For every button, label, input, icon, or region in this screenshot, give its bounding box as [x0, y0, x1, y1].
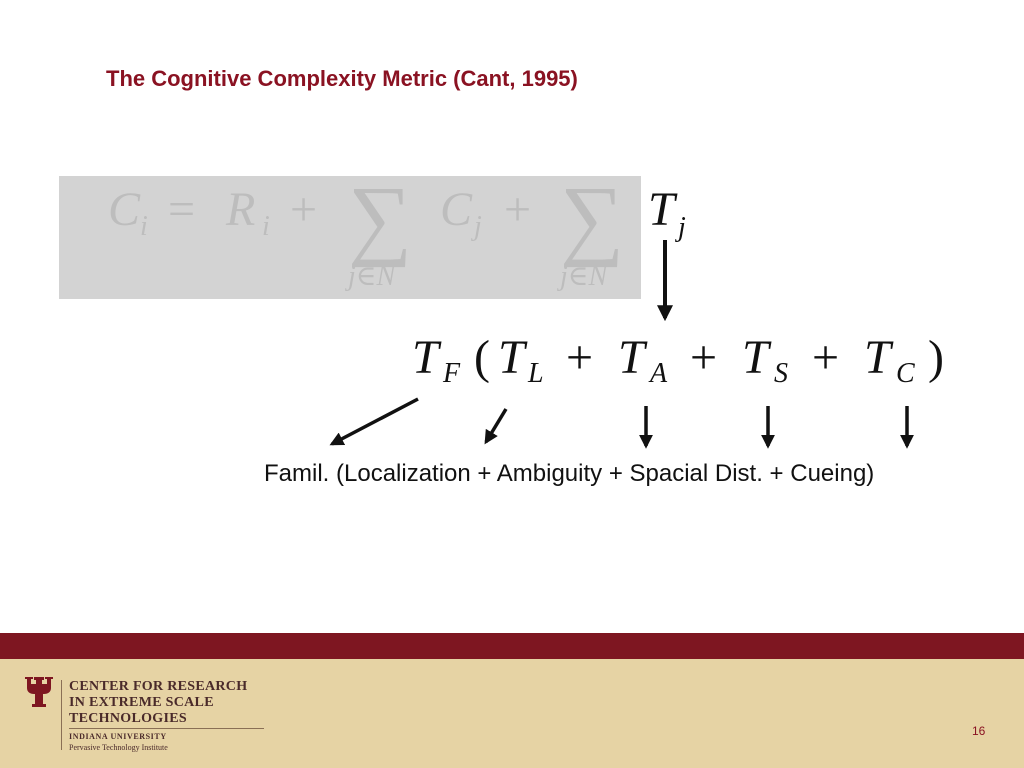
logo-rule [69, 728, 264, 729]
formula-tj [648, 183, 686, 243]
logo-line-3: TECHNOLOGIES [69, 711, 187, 726]
arrow-famil [332, 399, 418, 444]
tj-var: T [648, 183, 675, 236]
tc-sub: C [896, 358, 915, 389]
logo-line-2: IN EXTREME SCALE [69, 695, 214, 710]
plus-2: + [690, 331, 718, 384]
tf-sub: F [443, 358, 461, 389]
logo-divider [61, 680, 62, 750]
tf-var: T [412, 331, 439, 384]
footer-band [0, 633, 1024, 659]
tl-sub: L [528, 358, 544, 389]
formula-r-sub: i [262, 211, 270, 242]
formula-sum-index-1: j∈N [348, 261, 396, 292]
tc-var: T [864, 331, 891, 384]
open-paren: ( [474, 331, 490, 384]
cognitive-complexity-formula [108, 169, 624, 292]
logo-institute: Pervasive Technology Institute [69, 743, 168, 752]
term-gloss: Famil. (Localization + Ambiguity + Spacial Dist. + Cueing) [264, 460, 875, 487]
formula-sum-index-2: j∈N [560, 261, 608, 292]
plus-1: + [566, 331, 594, 384]
ta-var: T [618, 331, 645, 384]
logo-university: INDIANA UNIVERSITY [69, 732, 167, 741]
formula-sum-2: ∑ [560, 169, 625, 268]
formula-expansion [412, 331, 944, 389]
formula-cj: C [440, 183, 473, 236]
tj-sub: j [678, 212, 686, 243]
ta-sub: A [650, 358, 668, 389]
tl-var: T [498, 331, 525, 384]
slide-title: The Cognitive Complexity Metric (Cant, 1995) [106, 66, 578, 91]
arrow-localization [486, 409, 506, 442]
logo-line-1: CENTER FOR RESEARCH [69, 679, 248, 694]
iu-trident-icon [24, 677, 54, 711]
formula-c: C [108, 183, 141, 236]
formula-plus-1: + [290, 183, 318, 236]
formula-plus-2: + [504, 183, 532, 236]
formula-c-sub: i [140, 211, 148, 242]
formula-cj-sub: j [474, 211, 482, 242]
ts-sub: S [774, 358, 788, 389]
ts-var: T [742, 331, 769, 384]
formula-r: R [226, 183, 256, 236]
formula-sum-1: ∑ [348, 169, 413, 268]
formula-equals: = [168, 183, 196, 236]
close-paren: ) [928, 331, 944, 384]
plus-3: + [812, 331, 840, 384]
page-number: 16 [972, 724, 986, 738]
